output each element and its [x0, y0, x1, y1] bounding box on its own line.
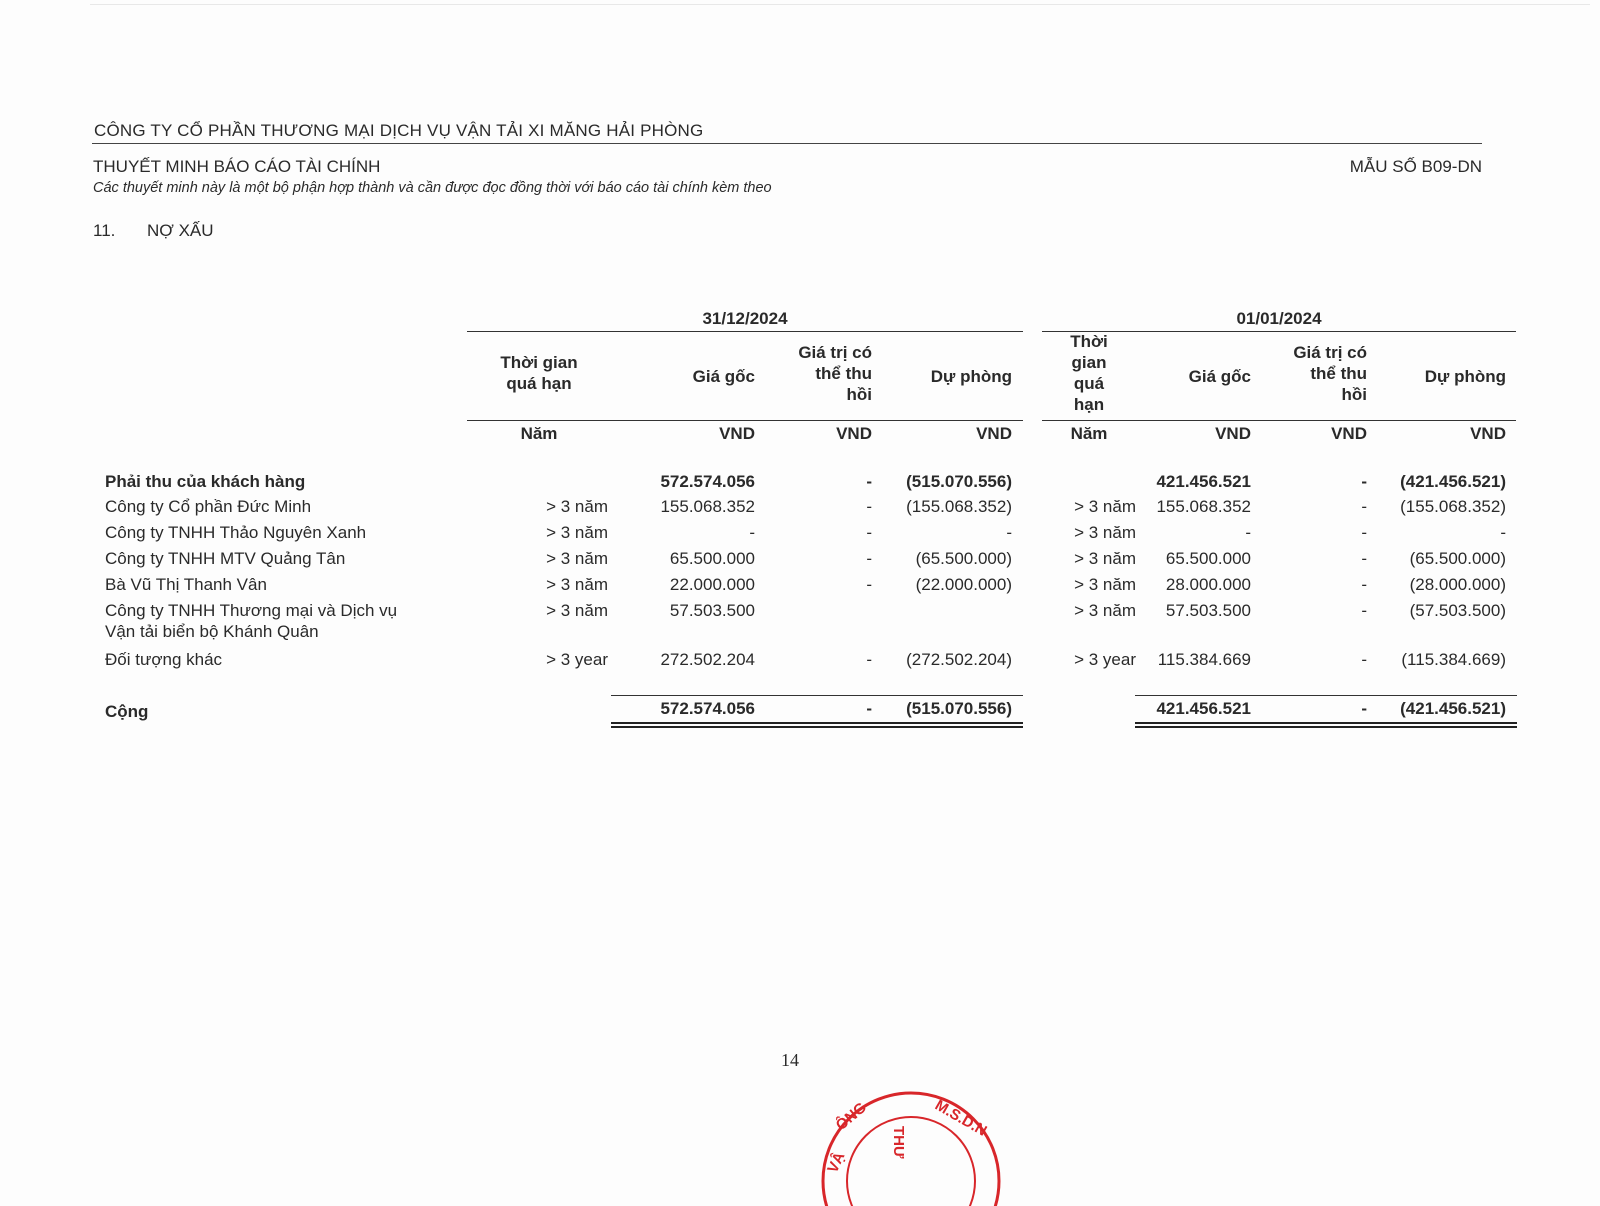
header-recoverable-line: hồi: [846, 384, 872, 404]
page-number: 14: [781, 1050, 799, 1070]
cell-provision: (155.068.352): [1400, 497, 1506, 516]
cell-provision: (115.384.669): [1401, 650, 1506, 669]
unit-provision: VND: [976, 424, 1012, 443]
header-cost: Giá gốc: [692, 367, 755, 386]
row-label: Bà Vũ Thị Thanh Vân: [105, 575, 267, 594]
cell-recoverable: -: [1361, 523, 1367, 542]
cell-cost: 155.068.352: [660, 497, 755, 516]
cell-overdue: > 3 year: [1074, 650, 1136, 669]
row-label: Công ty TNHH Thảo Nguyên Xanh: [105, 523, 367, 542]
cell-provision: (65.500.000): [1409, 549, 1506, 568]
unit-overdue: Năm: [520, 424, 558, 443]
cell-cost: 22.000.000: [669, 575, 755, 594]
row-label: Công ty TNHH Thương mại và Dịch vụ: [105, 601, 398, 620]
total-double-rule: [1135, 722, 1517, 724]
total-double-rule: [1135, 726, 1517, 728]
cell-provision: (28.000.000): [1409, 575, 1506, 594]
cell-recoverable: -: [1361, 601, 1367, 620]
cell-cost: 421.456.521: [1156, 472, 1251, 491]
cell-overdue: > 3 năm: [1074, 575, 1136, 594]
cell-recoverable: -: [866, 575, 872, 594]
cell-cost: 272.502.204: [660, 650, 755, 669]
section-title: NỢ XẤU: [147, 221, 214, 240]
row-label: Công ty TNHH MTV Quảng Tân: [105, 549, 346, 568]
cell-recoverable: -: [1361, 650, 1367, 669]
header-provision: Dự phòng: [1424, 367, 1506, 386]
cell-overdue: > 3 year: [546, 650, 608, 669]
cell-cost: 57.503.500: [1165, 601, 1251, 620]
total-cost: 421.456.521: [1156, 699, 1251, 718]
cell-recoverable: -: [866, 472, 872, 491]
cell-cost: -: [749, 523, 755, 542]
svg-text:VẬ: VẬ: [824, 1149, 849, 1176]
total-provision: (515.070.556): [906, 699, 1012, 718]
period-date: 01/01/2024: [1236, 309, 1322, 328]
header-recoverable-line: hồi: [1341, 384, 1367, 404]
cell-overdue: > 3 năm: [546, 575, 608, 594]
row-label: Vận tải biển bộ Khánh Quân: [105, 622, 319, 641]
header-overdue-line: gian: [1071, 353, 1107, 372]
form-code: MẪU SỐ B09-DN: [1349, 157, 1482, 176]
cell-overdue: > 3 năm: [546, 497, 608, 516]
cell-provision: (57.503.500): [1409, 601, 1506, 620]
total-double-rule: [611, 722, 1023, 724]
unit-cost: VND: [1215, 424, 1251, 443]
header-overdue-line: Thời gian: [500, 353, 578, 372]
cell-provision: (22.000.000): [915, 575, 1012, 594]
header-overdue-line: Thời: [1070, 332, 1108, 351]
period-date: 31/12/2024: [702, 309, 788, 328]
total-label: Cộng: [105, 702, 149, 721]
unit-recoverable: VND: [836, 424, 872, 443]
header-recoverable-line: thể thu: [1310, 363, 1367, 383]
cell-recoverable: -: [1361, 472, 1367, 491]
header-bottom-rule: [467, 420, 1023, 421]
cell-recoverable: -: [866, 523, 872, 542]
cell-overdue: > 3 năm: [1074, 549, 1136, 568]
header-provision: Dự phòng: [930, 367, 1012, 386]
unit-recoverable: VND: [1331, 424, 1367, 443]
cell-overdue: > 3 năm: [1074, 497, 1136, 516]
document-note: Các thuyết minh này là một bộ phận hợp thành và cần được đọc đồng thời với báo cáo tài chính kèm theo: [93, 180, 772, 196]
cell-cost: 57.503.500: [669, 601, 755, 620]
cell-overdue: > 3 năm: [546, 523, 608, 542]
header-overdue-line: quá: [1073, 374, 1105, 393]
cell-provision: (421.456.521): [1400, 472, 1506, 491]
header-cost: Giá gốc: [1188, 367, 1251, 386]
cell-cost: 115.384.669: [1157, 650, 1251, 669]
row-label: Đối tượng khác: [105, 650, 223, 669]
cell-overdue: > 3 năm: [546, 601, 608, 620]
total-provision: (421.456.521): [1400, 699, 1506, 718]
cell-provision: -: [1500, 523, 1506, 542]
total-double-rule: [611, 726, 1023, 728]
unit-cost: VND: [719, 424, 755, 443]
unit-overdue: Năm: [1070, 424, 1108, 443]
cell-cost: 572.574.056: [660, 472, 755, 491]
cell-cost: -: [1245, 523, 1251, 542]
cell-cost: 65.500.000: [1165, 549, 1251, 568]
total-recoverable: -: [866, 699, 872, 718]
cell-recoverable: -: [866, 497, 872, 516]
document-title: THUYẾT MINH BÁO CÁO TÀI CHÍNH: [93, 157, 381, 176]
cell-overdue: > 3 năm: [1074, 601, 1136, 620]
unit-provision: VND: [1470, 424, 1506, 443]
svg-text:M.S.D.N: M.S.D.N: [932, 1096, 990, 1140]
section-number: 11.: [93, 221, 116, 240]
cell-recoverable: -: [1361, 497, 1367, 516]
header-bottom-rule: [1042, 420, 1516, 421]
cell-cost: 155.068.352: [1156, 497, 1251, 516]
cell-recoverable: -: [866, 650, 872, 669]
svg-text:THƯ: THƯ: [890, 1126, 907, 1159]
total-recoverable: -: [1361, 699, 1367, 718]
total-top-rule: [611, 695, 1023, 696]
cell-provision: -: [1006, 523, 1012, 542]
period-top-rule: [467, 331, 1023, 332]
svg-text:ÔNG: ÔNG: [832, 1099, 870, 1135]
header-overdue-line: hạn: [1073, 395, 1105, 414]
cell-provision: (65.500.000): [915, 549, 1012, 568]
cell-recoverable: -: [1361, 549, 1367, 568]
cell-overdue: > 3 năm: [1074, 523, 1136, 542]
cell-provision: (515.070.556): [906, 472, 1012, 491]
company-seal-stamp: [816, 1086, 1006, 1206]
cell-overdue: > 3 năm: [546, 549, 608, 568]
total-cost: 572.574.056: [660, 699, 755, 718]
header-recoverable-line: Giá trị có: [798, 342, 872, 362]
cell-cost: 65.500.000: [669, 549, 755, 568]
cell-recoverable: -: [1361, 575, 1367, 594]
header-overdue-line: quá hạn: [506, 374, 572, 393]
header-recoverable-line: thể thu: [815, 363, 872, 383]
header-recoverable-line: Giá trị có: [1293, 342, 1367, 362]
cell-provision: (272.502.204): [906, 650, 1012, 669]
row-label: Công ty Cổ phần Đức Minh: [105, 497, 312, 516]
cell-provision: (155.068.352): [906, 497, 1012, 516]
row-label: Phải thu của khách hàng: [105, 472, 306, 491]
header-divider: [92, 143, 1482, 144]
scan-edge-line: [90, 4, 1590, 5]
company-name: CÔNG TY CỔ PHẦN THƯƠNG MẠI DỊCH VỤ VẬN TẢI XI MĂNG HẢI PHÒNG: [94, 121, 704, 140]
cell-cost: 28.000.000: [1165, 575, 1251, 594]
cell-recoverable: -: [866, 549, 872, 568]
total-top-rule: [1135, 695, 1517, 696]
